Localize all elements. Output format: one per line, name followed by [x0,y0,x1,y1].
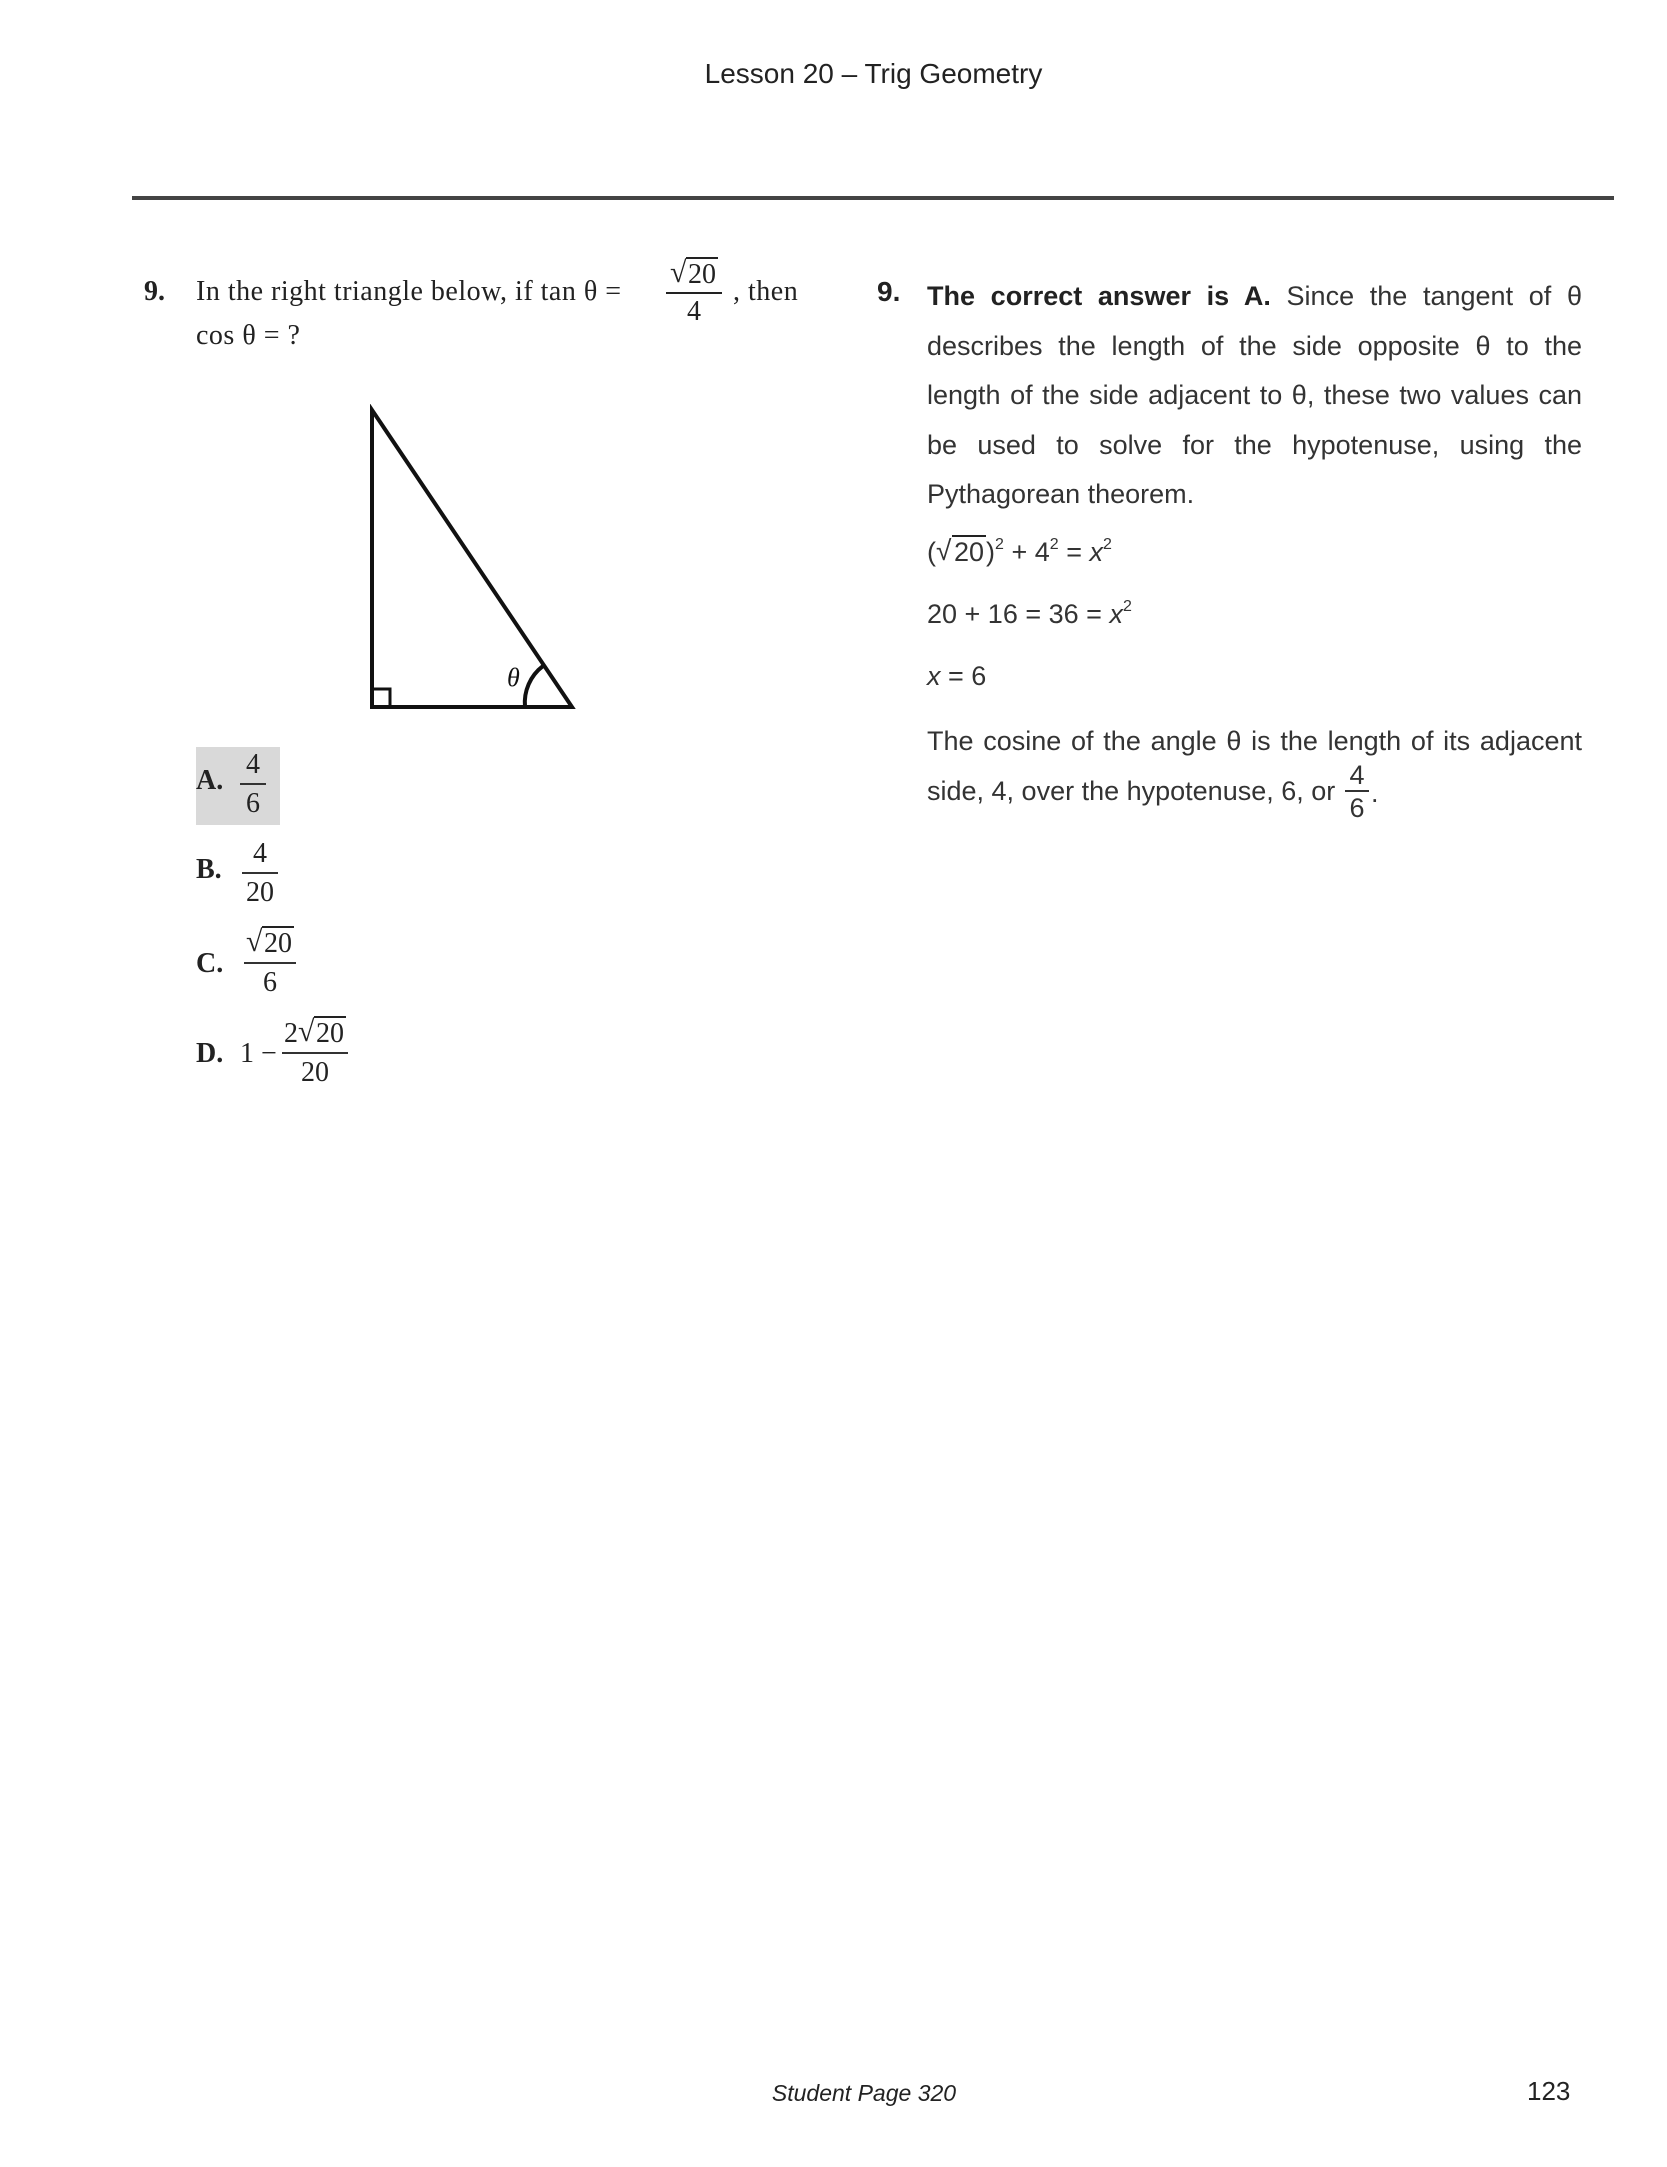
choice-letter: B. [196,854,222,885]
answer-explanation [927,272,1582,520]
equation-2: $20 + 16 = 36 = x^2$ [927,598,1132,629]
right-triangle-figure [365,404,585,714]
sqrt-symbol: √ 20 [246,925,292,959]
answer-number: 9. [877,276,901,307]
footer-page-number: 123 [1527,2076,1571,2106]
sqrt-symbol: √ 20 [936,535,985,567]
tan-fraction-denominator: 4 [687,296,701,327]
theta-angle-label: θ [507,663,520,692]
question-text-line2: cos θ = ? [196,320,301,351]
tan-fraction [666,258,722,330]
header-divider [132,196,1614,200]
answer-explanation-text: Since the tangent of θ describes the length of the side opposite θ to the length of the side adjacent to θ, these two values can be used to solve for the hypotenuse, using the Pythagorean theorem. [927,281,1582,509]
sqrt-symbol: √ 20 [670,256,716,290]
question-text-tail: , then [733,276,799,307]
page-header-title: Lesson 20 – Trig Geometry [704,58,1043,89]
question-text-line1 [196,276,622,308]
equation-3: x = 6 [927,661,987,691]
choice-fraction: $\frac{4}{6}$ [240,747,266,823]
choice-letter: D. [196,1038,224,1069]
choice-fraction: 2 √ 20 20 [282,1016,348,1092]
conclusion-period: . [1371,778,1379,808]
choice-fraction: $\frac{4}{20}$ [242,836,278,912]
question-text: In the right triangle below, if tan θ = [196,276,622,307]
conclusion-fraction: $\frac{4}{6}$ [1345,760,1369,824]
choice-prefix: 1 − [240,1038,277,1069]
conclusion-line1: The cosine of the angle θ is the length of its adjacent [927,726,1582,756]
footer-student-page: Student Page 320 [771,2080,957,2106]
equation-1: ( √ $20)^2 + 4^2 = x^2$ [927,535,1112,567]
choice-letter: A. [196,765,224,796]
answer-lead: The correct answer is A. [927,281,1271,311]
conclusion-line2: side, 4, over the hypotenuse, 6, or [927,776,1336,806]
question-number: 9. [144,276,165,307]
choice-letter: C. [196,948,224,979]
sqrt-symbol: √ 20 [298,1015,344,1049]
answer-conclusion [927,716,1582,816]
choice-fraction: √ 20 6 [244,926,296,1002]
